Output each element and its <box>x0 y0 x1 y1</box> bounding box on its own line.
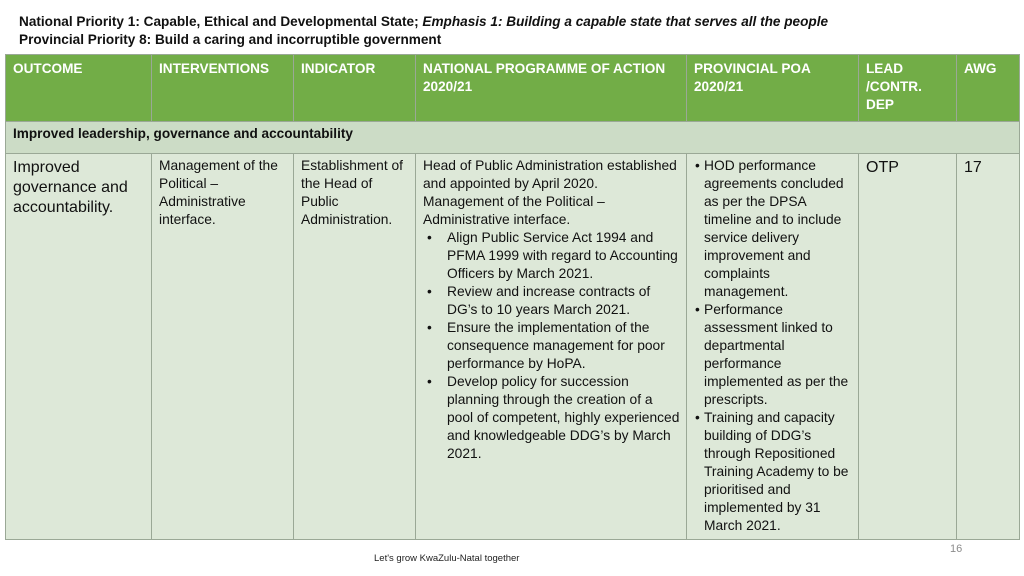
section-band-row <box>6 122 1020 154</box>
table-row <box>6 154 1020 540</box>
national-intro: Head of Public Administration established and appointed by April 2020. <box>423 158 677 191</box>
header-indicator: INDICATOR <box>294 55 416 122</box>
list-item: • Align Public Service Act 1994 and PFMA 1999 with regard to Accounting Officers by March 2021. <box>423 229 680 283</box>
provincial-priority-text: Provincial Priority 8: Build a caring and incorruptible government <box>19 32 442 47</box>
cell-outcome: Improved governance and accountability. <box>6 154 152 540</box>
cell-indicator: Establishment of the Head of Public Administration. <box>294 154 416 540</box>
national-priority-text: National Priority 1: Capable, Ethical and Developmental State; <box>19 14 419 29</box>
list-item: • HOD performance agreements concluded as per the DPSA timeline and to include service delivery improvement and complaints management. <box>694 157 852 301</box>
list-item: • Ensure the implementation of the consequence management for poor performance by HoPA. <box>423 319 680 373</box>
provincial-bullet-list <box>694 157 852 535</box>
slide-title <box>19 13 1019 49</box>
header-awg: AWG <box>957 55 1020 122</box>
section-title: Improved leadership, governance and accountability <box>6 122 1020 154</box>
poa-table <box>5 54 1020 540</box>
emphasis-text: Emphasis 1: Building a capable state that serves all the people <box>422 14 829 29</box>
list-item: • Develop policy for succession planning through the creation of a pool of competent, highly experienced and knowledgeable DDG’s by March 2021. <box>423 373 680 463</box>
list-item: • Review and increase contracts of DG’s to 10 years March 2021. <box>423 283 680 319</box>
cell-national-poa <box>416 154 687 540</box>
list-item: • Performance assessment linked to departmental performance implemented as per the prescripts. <box>694 301 852 409</box>
header-national-poa: NATIONAL PROGRAMME OF ACTION 2020/21 <box>416 55 687 122</box>
list-item: • Training and capacity building of DDG’s through Repositioned Training Academy to be prioritised and implemented by 31 March 2021. <box>694 409 852 535</box>
cell-awg: 17 <box>957 154 1020 540</box>
cell-provincial-poa <box>687 154 859 540</box>
header-interventions: INTERVENTIONS <box>152 55 294 122</box>
header-provincial-poa: PROVINCIAL POA 2020/21 <box>687 55 859 122</box>
page-number: 16 <box>950 543 963 555</box>
title-line-1 <box>19 13 1019 31</box>
table-header-row <box>6 55 1020 122</box>
national-bullet-list <box>423 229 680 463</box>
footer-slogan: Let's grow KwaZulu-Natal together <box>374 553 520 564</box>
header-outcome: OUTCOME <box>6 55 152 122</box>
cell-lead-dep: OTP <box>859 154 957 540</box>
cell-interventions: Management of the Political – Administrative interface. <box>152 154 294 540</box>
national-intro-2: Management of the Political – Administrative interface. <box>423 194 605 227</box>
header-lead-dep: LEAD /CONTR. DEP <box>859 55 957 122</box>
